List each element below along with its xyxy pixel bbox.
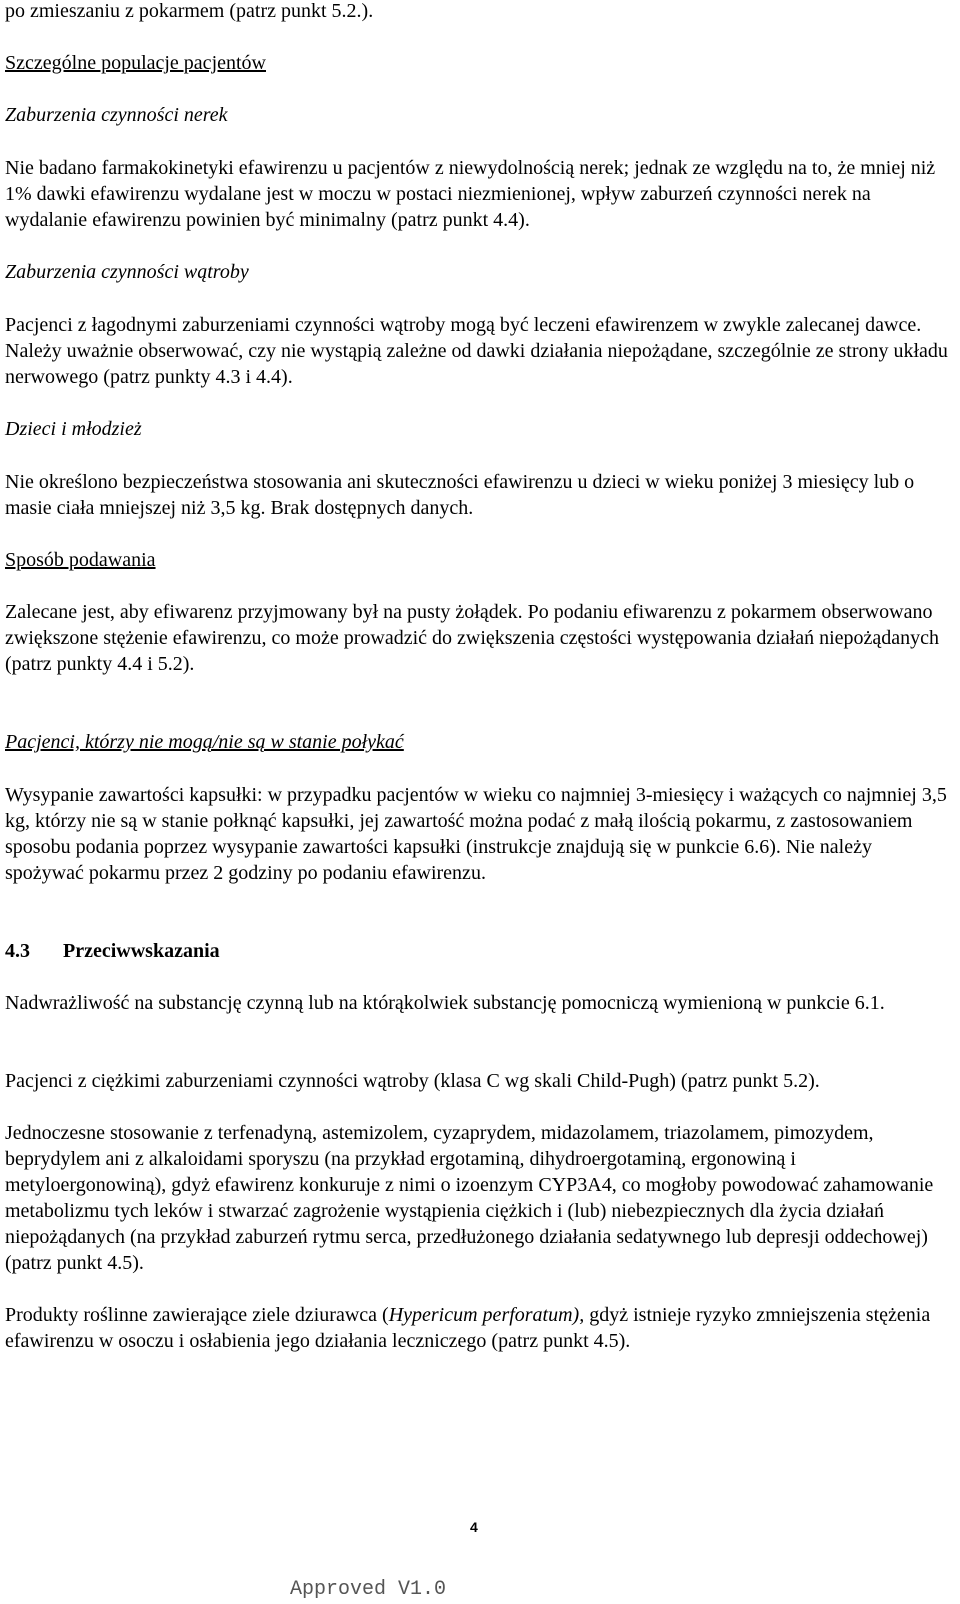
administration-text: Zalecane jest, aby efiwarenz przyjmowany był na pusty żołądek. Po podaniu efiwarenzu z pokarmem obserwowano zwiększone stężenie efawirenzu, co może prowadzić do zwiększenia częstości występowania działań niepożądanych (patrz punkty 4.4 i 5.2).: [5, 601, 940, 675]
hepatic-heading: Zaburzenia czynności wątroby: [5, 261, 249, 283]
children-heading: Dzieci i młodzież: [5, 418, 142, 440]
renal-text: Nie badano farmakokinetyki efawirenzu u pacjentów z niewydolnością nerek; jednak ze względu na to, że mniej niż 1% dawki efawirenzu wydalane jest w moczu w postaci niezmienionej, wpływ zaburzeń czynności nerek na wydalanie efawirenzu powinien być minimalny (patrz punkt 4.4).: [5, 157, 936, 231]
p4-before: Produkty roślinne zawierające ziele dziurawca (: [5, 1304, 389, 1326]
children-text: Nie określono bezpieczeństwa stosowania ani skuteczności efawirenzu u dzieci w wieku poniżej 3 miesięcy lub o masie ciała mniejszej niż 3,5 kg. Brak dostępnych danych.: [5, 471, 915, 519]
hepatic-text: Pacjenci z łagodnymi zaburzeniami czynności wątroby mogą być leczeni efawirenzem w zwykle zalecanej dawce. Należy uważnie obserwować, czy nie wystąpią zależne od dawki działania niepożądane, szczególnie ze strony układu nerwowego (patrz punkty 4.3 i 4.4).: [5, 314, 948, 388]
special-populations-heading: Szczególne populacje pacjentów: [5, 52, 266, 74]
contraindications-heading: [5, 938, 950, 964]
p4-after: gdyż istnieje ryzyko zmniejszenia stężenia efawirenzu w osoczu i osłabienia jego działania leczniczego (patrz punkt 4.5).: [5, 1304, 931, 1352]
contraindication-paragraph-2: Pacjenci z ciężkimi zaburzeniami czynności wątroby (klasa C wg skali Child-Pugh) (patrz punkt 5.2).: [5, 1070, 820, 1092]
contraindication-paragraph-3: Jednoczesne stosowanie z terfenadyną, astemizolem, cyzaprydem, midazolamem, triazolamem, pimozydem, beprydylem ani z alkaloidami sporyszu (na przykład ergotaminą, dihydroergotaminą, ergonowiną i metyloergonowiną), gdyż efawirenz konkuruje z nimi o izoenzym CYP3A4, co mogłoby powodować zahamowanie metabolizmu tych leków i stwarzać zagrożenie wystąpienia ciężkich i (lub) niebezpiecznych dla życia działań niepożądanych (na przykład zaburzeń rytmu serca, przedłużonego działania sedatywnego lub depresji oddechowej) (patrz punkt 4.5).: [5, 1122, 934, 1274]
swallow-text: Wysypanie zawartości kapsułki: w przypadku pacjentów w wieku co najmniej 3-miesięcy i ważących co najmniej 3,5 kg, którzy nie są w stanie połknąć kapsułki, jej zawartość można podać z małą ilością pokarmu, z zastosowaniem sposobu podania poprzez wysypanie zawartości kapsułki (instrukcje znajdują się w punkcie 6.6). Nie należy spożywać pokarmu przez 2 godziny po podaniu efawirenzu.: [5, 784, 947, 884]
contraindication-paragraph-1: Nadwrażliwość na substancję czynną lub na którąkolwiek substancję pomocniczą wymienioną w punkcie 6.1.: [5, 992, 885, 1014]
section-number: 4.3: [5, 940, 30, 962]
administration-heading: Sposób podawania: [5, 549, 156, 571]
page-number: 4: [470, 1519, 478, 1535]
top-line: po zmieszaniu z pokarmem (patrz punkt 5.2.).: [5, 0, 374, 22]
p4-italic: Hypericum perforatum),: [388, 1304, 585, 1326]
approved-watermark: Approved V1.0: [290, 1578, 447, 1601]
contraindication-paragraph-4: [5, 1302, 950, 1354]
section-title: Przeciwwskazania: [63, 940, 220, 962]
renal-heading: Zaburzenia czynności nerek: [5, 104, 228, 126]
swallow-heading: Pacjenci, którzy nie mogą/nie są w stanie połykać: [5, 731, 404, 753]
